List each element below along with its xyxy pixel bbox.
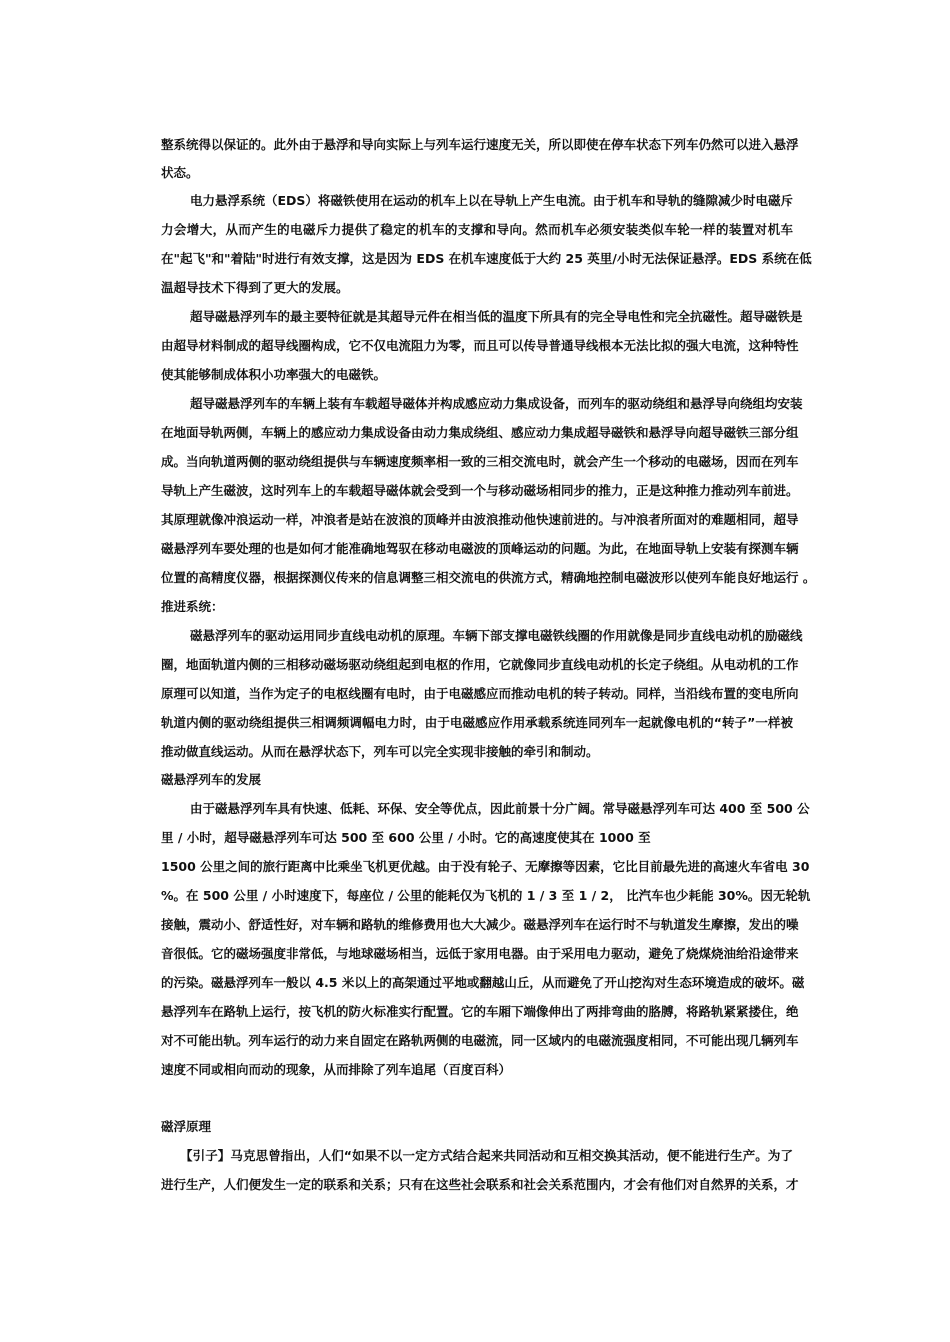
paragraph-line: 整系统得以保证的。此外由于悬浮和导向实际上与列车运行速度无关，所以即使在停车状态下列车仍然可以进入悬浮: [161, 137, 799, 152]
paragraph-line: 音很低。它的磁场强度非常低，与地球磁场相当，远低于家用电器。由于采用电力驱动，避免了烧煤烧油给沿途带来: [161, 946, 799, 961]
section-heading: 推进系统：: [161, 599, 224, 614]
paragraph-line: 其原理就像冲浪运动一样，冲浪者是站在波浪的顶峰并由波浪推动他快速前进的。与冲浪者所面对的难题相同，超导: [161, 512, 799, 527]
paragraph-line: 在地面导轨两侧，车辆上的感应动力集成设备由动力集成绕组、感应动力集成超导磁铁和悬浮导向超导磁铁三部分组: [161, 425, 799, 440]
paragraph-line: 力会增大，从而产生的电磁斥力提供了稳定的机车的支撑和导向。然而机车必须安装类似车轮一样的装置对机车: [161, 222, 793, 237]
paragraph-line: %。在 500 公里 / 小时速度下，每座位 / 公里的能耗仅为飞机的 1 / 3 至 1 / 2， 比汽车也少耗能 30%。因无轮轨: [161, 888, 811, 903]
paragraph-line: 超导磁悬浮列车的车辆上装有车载超导磁体并构成感应动力集成设备，而列车的驱动绕组和悬浮导向绕组均安装: [190, 396, 803, 411]
paragraph-line: 成。当向轨道两侧的驱动绕组提供与车辆速度频率相一致的三相交流电时，就会产生一个移动的电磁场，因而在列车: [161, 454, 799, 469]
paragraph-line: 的污染。磁悬浮列车一般以 4.5 米以上的高架通过平地或翻越山丘，从而避免了开山挖沟对生态环境造成的破坏。磁: [161, 975, 805, 990]
paragraph-line: 状态。: [161, 165, 199, 180]
paragraph-line: 【引子】马克思曾指出，人们“如果不以一定方式结合起来共同活动和互相交换其活动，便不能进行生产。为了: [180, 1148, 793, 1163]
paragraph-line: 里 / 小时，超导磁悬浮列车可达 500 至 600 公里 / 小时。它的高速度使其在 1000 至: [161, 830, 651, 845]
paragraph-line: 由于磁悬浮列车具有快速、低耗、环保、安全等优点，因此前景十分广阔。常导磁悬浮列车可达 400 至 500 公: [190, 801, 810, 816]
paragraph-line: 圈，地面轨道内侧的三相移动磁场驱动绕组起到电枢的作用，它就像同步直线电动机的长定子绕组。从电动机的工作: [161, 657, 799, 672]
paragraph-line: 导轨上产生磁波，这时列车上的车载超导磁体就会受到一个与移动磁场相同步的推力，正是这种推力推动列车前进。: [161, 483, 799, 498]
paragraph-line: 对不可能出轨。列车运行的动力来自固定在路轨两侧的电磁流，同一区域内的电磁流强度相同，不可能出现几辆列车: [161, 1033, 799, 1048]
paragraph-line: 接触，震动小、舒适性好，对车辆和路轨的维修费用也大大减少。磁悬浮列车在运行时不与轨道发生摩擦，发出的噪: [161, 917, 799, 932]
paragraph-line: 磁悬浮列车要处理的也是如何才能准确地驾驭在移动电磁波的顶峰运动的问题。为此，在地面导轨上安装有探测车辆: [161, 541, 799, 556]
paragraph-line: 使其能够制成体积小功率强大的电磁铁。: [161, 367, 387, 382]
paragraph-line: 电力悬浮系统（EDS）将磁铁使用在运动的机车上以在导轨上产生电流。由于机车和导轨的缝隙减少时电磁斥: [190, 193, 793, 208]
paragraph-line: 位置的高精度仪器，根据探测仪传来的信息调整三相交流电的供流方式，精确地控制电磁波形以使列车能良好地运行 。: [161, 570, 816, 585]
paragraph-line: 速度不同或相向而动的现象，从而排除了列车追尾（百度百科）: [161, 1062, 512, 1077]
section-heading: 磁悬浮列车的发展: [161, 772, 262, 787]
paragraph-line: 1500 公里之间的旅行距离中比乘坐飞机更优越。由于没有轮子、无摩擦等因素，它比目前最先进的高速火车省电 30: [161, 859, 810, 874]
paragraph-line: 轨道内侧的驱动绕组提供三相调频调幅电力时，由于电磁感应作用承载系统连同列车一起就像电机的“转子”一样被: [161, 715, 793, 730]
paragraph-line: 推动做直线运动。从而在悬浮状态下，列车可以完全实现非接触的牵引和制动。: [161, 744, 599, 759]
paragraph-line: 超导磁悬浮列车的最主要特征就是其超导元件在相当低的温度下所具有的完全导电性和完全抗磁性。超导磁铁是: [190, 309, 803, 324]
paragraph-line: 在"起飞"和"着陆"时进行有效支撑，这是因为 EDS 在机车速度低于大约 25 英里/小时无法保证悬浮。EDS 系统在低: [161, 251, 812, 266]
paragraph-line: 由超导材料制成的超导线圈构成，它不仅电流阻力为零，而且可以传导普通导线根本无法比拟的强大电流，这种特性: [161, 338, 799, 353]
paragraph-line: 原理可以知道，当作为定子的电枢线圈有电时，由于电磁感应而推动电机的转子转动。同样，当沿线布置的变电所向: [161, 686, 799, 701]
paragraph-line: 磁悬浮列车的驱动运用同步直线电动机的原理。车辆下部支撑电磁铁线圈的作用就像是同步直线电动机的励磁线: [190, 628, 803, 643]
section-heading: 磁浮原理: [161, 1119, 212, 1134]
paragraph-line: 进行生产，人们便发生一定的联系和关系；只有在这些社会联系和社会关系范围内，才会有他们对自然界的关系，才: [161, 1177, 799, 1192]
paragraph-line: 温超导技术下得到了更大的发展。: [161, 280, 349, 295]
paragraph-line: 悬浮列车在路轨上运行，按飞机的防火标准实行配置。它的车厢下端像伸出了两排弯曲的胳膊，将路轨紧紧搂住，绝: [161, 1004, 799, 1019]
